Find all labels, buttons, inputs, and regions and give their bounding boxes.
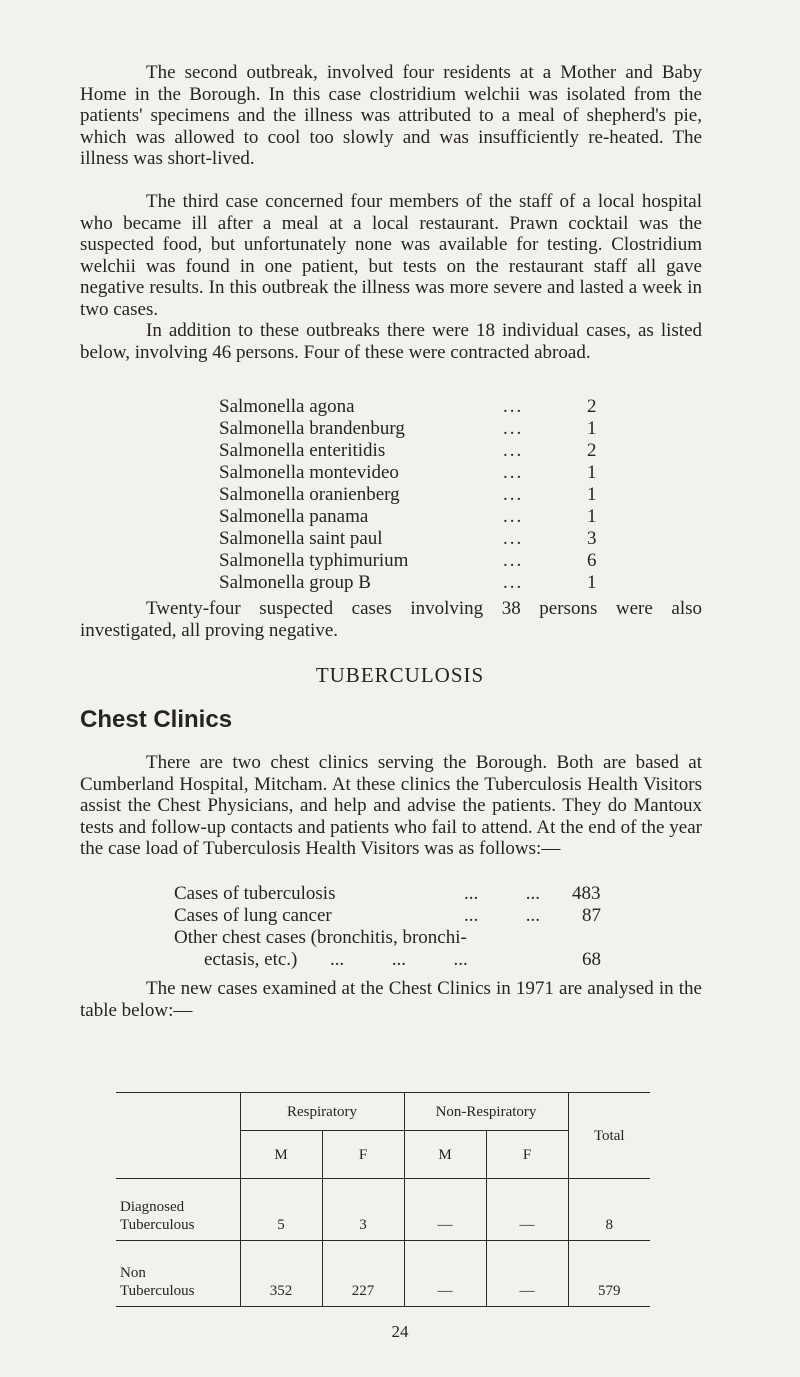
salmonella-name: Salmonella enteritidis <box>219 440 386 461</box>
leader-dots: ... <box>503 418 524 439</box>
leader-dots: ... <box>503 462 524 483</box>
cell-resp-f: 227 <box>322 1241 404 1307</box>
leader-dots: ... ... <box>464 883 540 904</box>
salmonella-count: 2 <box>587 396 597 417</box>
salmonella-count: 1 <box>587 506 597 527</box>
paragraph-second-outbreak: The second outbreak, involved four residents at a Mother and Baby Home in the Borough. In this case clostridium welchii was isolated from the patients' specimens and the illness was attributed to a meal of shepherd's pie, which was allowed to cool too slowly and was insufficiently re-heated. The illness was short-lived. <box>80 62 702 169</box>
leader-dots: ... <box>503 484 524 505</box>
row-label-line2: Tuberculous <box>120 1217 195 1233</box>
header-total: Total <box>568 1093 650 1179</box>
salmonella-count: 1 <box>587 418 597 439</box>
leader-dots: ... ... <box>464 905 540 926</box>
salmonella-name: Salmonella montevideo <box>219 462 399 483</box>
salmonella-count: 1 <box>587 572 597 593</box>
cell-nonresp-f: — <box>486 1179 568 1241</box>
caseload-value: 68 <box>582 949 601 970</box>
header-respiratory: Respiratory <box>240 1093 404 1131</box>
cell-nonresp-f: — <box>486 1241 568 1307</box>
row-label-line1: Diagnosed <box>120 1199 185 1215</box>
cell-total: 8 <box>568 1179 650 1241</box>
leader-dots: ... <box>503 572 524 593</box>
salmonella-name: Salmonella brandenburg <box>219 418 405 439</box>
table-row <box>116 1241 650 1307</box>
paragraph-chest-clinics: There are two chest clinics serving the Borough. Both are based at Cumberland Hospital, Mitcham. At these clinics the Tuberculosis Health Visitors assist the Chest Physicians, and help and advise the patients. They do Mantoux tests and follow-up contacts and patients who fail to attend. At the end of the year the case load of Tuberculosis Health Visitors was as follows:— <box>80 752 702 859</box>
leader-dots: ... <box>503 550 524 571</box>
caseload-label: ectasis, etc.) <box>204 949 298 970</box>
leader-dots: ... <box>503 440 524 461</box>
cell-resp-m: 352 <box>240 1241 322 1307</box>
cell-total: 579 <box>568 1241 650 1307</box>
paragraph-individual-cases: In addition to these outbreaks there were 18 individual cases, as listed below, involving 46 persons. Four of these were contracted abroad. <box>80 320 702 363</box>
caseload-value: 483 <box>572 883 601 904</box>
cell-nonresp-m: — <box>404 1241 486 1307</box>
caseload-label: Other chest cases (bronchitis, bronchi- <box>174 927 467 948</box>
salmonella-name: Salmonella typhimurium <box>219 550 409 571</box>
header-non-respiratory: Non-Respiratory <box>404 1093 568 1131</box>
salmonella-name: Salmonella panama <box>219 506 369 527</box>
salmonella-name: Salmonella saint paul <box>219 528 383 549</box>
tuberculosis-table <box>116 1092 650 1307</box>
corner-cell <box>116 1093 240 1179</box>
caseload-value: 87 <box>582 905 601 926</box>
header-nonresp-f: F <box>486 1131 568 1179</box>
salmonella-count: 3 <box>587 528 597 549</box>
paragraph-suspected-cases: Twenty-four suspected cases involving 38 persons were also investigated, all proving negative. <box>80 598 702 641</box>
caseload-label: Cases of lung cancer <box>174 905 332 926</box>
section-heading: TUBERCULOSIS <box>315 663 485 687</box>
table-row <box>116 1179 650 1241</box>
paragraph-new-cases: The new cases examined at the Chest Clinics in 1971 are analysed in the table below:— <box>80 978 702 1021</box>
row-label-line2: Tuberculous <box>120 1283 195 1299</box>
salmonella-count: 1 <box>587 484 597 505</box>
header-nonresp-m: M <box>404 1131 486 1179</box>
row-label <box>116 1179 240 1241</box>
leader-dots: ... <box>503 506 524 527</box>
salmonella-count: 6 <box>587 550 597 571</box>
subsection-heading: Chest Clinics <box>80 706 233 733</box>
caseload-label: Cases of tuberculosis <box>174 883 336 904</box>
salmonella-count: 1 <box>587 462 597 483</box>
header-resp-m: M <box>240 1131 322 1179</box>
leader-dots: ... <box>503 396 524 417</box>
paragraph-third-case: The third case concerned four members of the staff of a local hospital who became ill after a meal at a local restaurant. Prawn cocktail was the suspected food, but unfortunately none was available for testing. Clostridium welchii was found in one patient, but tests on the restaurant staff all gave negative results. In this outbreak the illness was more severe and lasted a week in two cases. <box>80 191 702 320</box>
salmonella-name: Salmonella oranienberg <box>219 484 400 505</box>
cell-nonresp-m: — <box>404 1179 486 1241</box>
header-resp-f: F <box>322 1131 404 1179</box>
salmonella-count: 2 <box>587 440 597 461</box>
cell-resp-m: 5 <box>240 1179 322 1241</box>
salmonella-name: Salmonella group B <box>219 572 371 593</box>
leader-dots: ... <box>503 528 524 549</box>
page-number: 24 <box>391 1322 409 1341</box>
salmonella-name: Salmonella agona <box>219 396 355 417</box>
row-label <box>116 1241 240 1307</box>
row-label-line1: Non <box>120 1265 146 1281</box>
leader-dots: ... ... ... <box>330 949 468 970</box>
cell-resp-f: 3 <box>322 1179 404 1241</box>
table-header-row <box>116 1093 650 1131</box>
